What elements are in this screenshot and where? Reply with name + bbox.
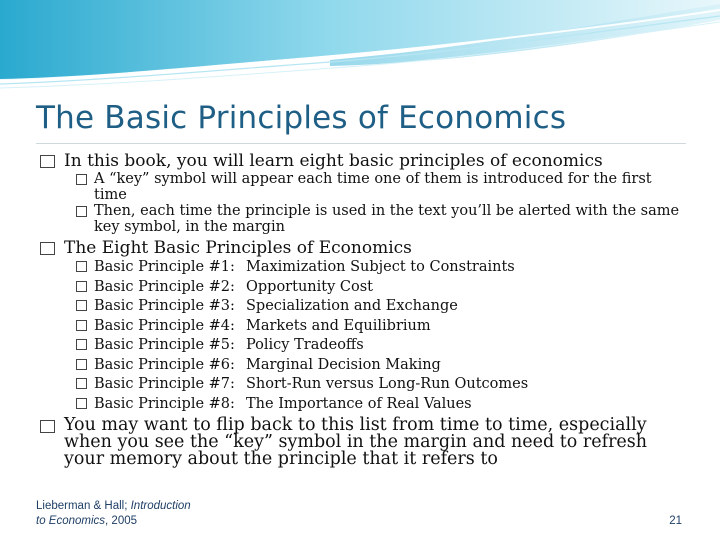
title-divider <box>36 143 686 144</box>
bullet-text: Then, each time the principle is used in the text you’ll be alerted with the same key symbol, in the margin <box>94 203 680 235</box>
principle-name: Markets and Equilibrium <box>246 317 431 334</box>
bullet-text: The Eight Basic Principles of Economics <box>64 238 412 258</box>
square-bullet-icon <box>76 398 87 409</box>
footer-book-title: Introduction <box>130 500 191 512</box>
footer-citation <box>36 499 191 529</box>
principle-label: Basic Principle #2: <box>94 278 235 295</box>
principle-label: Basic Principle #5: <box>94 337 235 353</box>
square-bullet-icon <box>76 320 87 331</box>
principle-name: Specialization and Exchange <box>246 298 458 314</box>
principle-name: The Importance of Real Values <box>246 395 472 412</box>
sub-bullet-key-symbol <box>38 171 688 203</box>
principle-item-3 <box>38 297 688 317</box>
bullet-text: You may want to flip back to this list from time to time, especially when you see the “key” symbol in the margin and need to refresh your memory about the principle that it refers to <box>64 415 648 469</box>
square-bullet-icon <box>40 420 55 433</box>
square-bullet-icon <box>76 261 87 272</box>
principle-label: Basic Principle #7: <box>94 376 235 392</box>
page-number: 21 <box>669 515 682 527</box>
slide-body <box>38 152 688 468</box>
bullet-text: A “key” symbol will appear each time one of them is introduced for the first time <box>94 171 652 203</box>
square-bullet-icon <box>76 378 87 389</box>
principle-name: Policy Tradeoffs <box>246 337 364 353</box>
principle-item-5 <box>38 336 688 356</box>
square-bullet-icon <box>76 339 87 350</box>
footer-authors: Lieberman & Hall; <box>36 500 131 512</box>
principle-item-6 <box>38 356 688 376</box>
square-bullet-icon <box>40 155 55 168</box>
footer-year: , 2005 <box>105 515 138 527</box>
principle-label: Basic Principle #3: <box>94 298 235 314</box>
bullet-eight-principles <box>38 239 688 258</box>
principle-label: Basic Principle #4: <box>94 317 235 334</box>
principle-label: Basic Principle #8: <box>94 395 235 412</box>
principle-item-1 <box>38 258 688 278</box>
principle-label: Basic Principle #6: <box>94 356 235 373</box>
principle-item-4 <box>38 317 688 337</box>
principle-item-2 <box>38 278 688 298</box>
principle-name: Maximization Subject to Constraints <box>246 259 515 275</box>
square-bullet-icon <box>76 300 87 311</box>
square-bullet-icon <box>76 174 87 185</box>
square-bullet-icon <box>40 242 55 255</box>
principle-item-7 <box>38 375 688 395</box>
slide-title: The Basic Principles of Economics <box>36 100 567 136</box>
principle-label: Basic Principle #1: <box>94 259 235 275</box>
square-bullet-icon <box>76 281 87 292</box>
square-bullet-icon <box>76 359 87 370</box>
bullet-learn-principles <box>38 152 688 171</box>
principle-item-8 <box>38 395 688 415</box>
header-wave-banner <box>0 0 720 90</box>
square-bullet-icon <box>76 206 87 217</box>
sub-bullet-margin-alert <box>38 203 688 235</box>
principle-name: Marginal Decision Making <box>246 356 441 373</box>
bullet-text: In this book, you will learn eight basic principles of economics <box>64 151 603 171</box>
footer-book-title-cont: to Economics <box>36 515 106 527</box>
bullet-flip-back <box>38 417 688 468</box>
principle-name: Opportunity Cost <box>246 278 373 295</box>
principle-name: Short-Run versus Long-Run Outcomes <box>246 376 529 392</box>
